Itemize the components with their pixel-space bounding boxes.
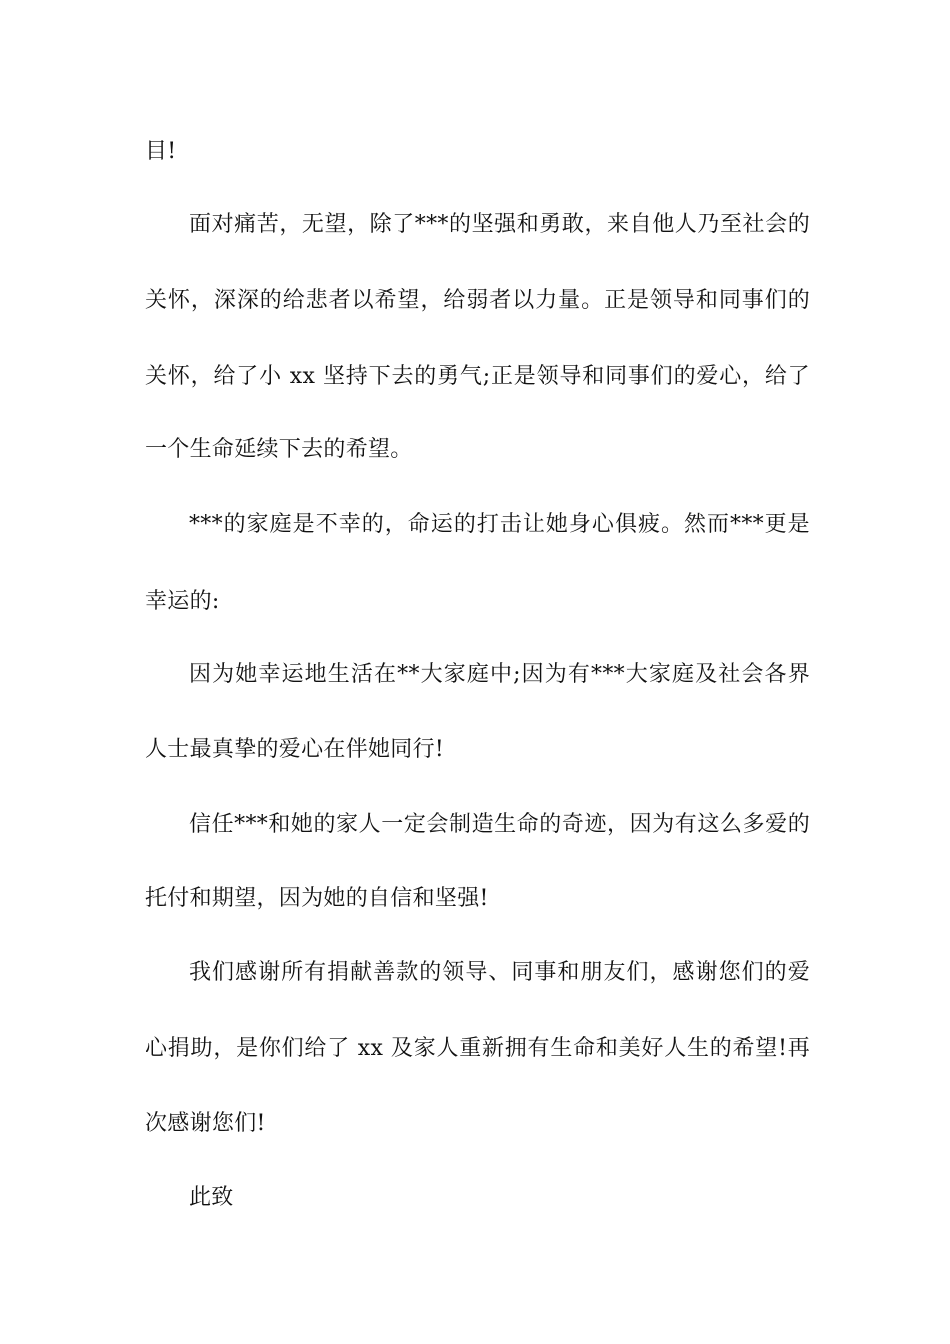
closing-salutation: 此致 [189,1185,234,1210]
paragraph-line-4: 一个生命延续下去的希望。 [145,437,413,462]
paragraph-line-6: 幸运的: [145,589,220,614]
text-line-1: 目! [145,139,177,164]
paragraph-line-11: 我们感谢所有捐献善款的领导、同事和朋友们，感谢您们的爱 [189,960,810,985]
paragraph-line-1: 面对痛苦，无望，除了***的坚强和勇敢，来自他人乃至社会的 [189,212,810,237]
paragraph-line-12: 心捐助，是你们给了 xx 及家人重新拥有生命和美好人生的希望!再 [145,1036,810,1061]
paragraph-line-2: 关怀，深深的给悲者以希望，给弱者以力量。正是领导和同事们的 [145,288,810,313]
paragraph-line-8: 人士最真挚的爱心在伴她同行! [145,737,445,762]
paragraph-line-3: 关怀，给了小 xx 坚持下去的勇气;正是领导和同事们的爱心，给了 [145,364,810,389]
paragraph-line-13: 次感谢您们! [145,1111,266,1136]
paragraph-line-10: 托付和期望，因为她的自信和坚强! [145,886,489,911]
paragraph-line-5: ***的家庭是不幸的，命运的打击让她身心俱疲。然而***更是 [189,512,810,537]
paragraph-line-7: 因为她幸运地生活在**大家庭中;因为有***大家庭及社会各界 [189,662,810,687]
paragraph-line-9: 信任***和她的家人一定会制造生命的奇迹，因为有这么多爱的 [189,812,810,837]
